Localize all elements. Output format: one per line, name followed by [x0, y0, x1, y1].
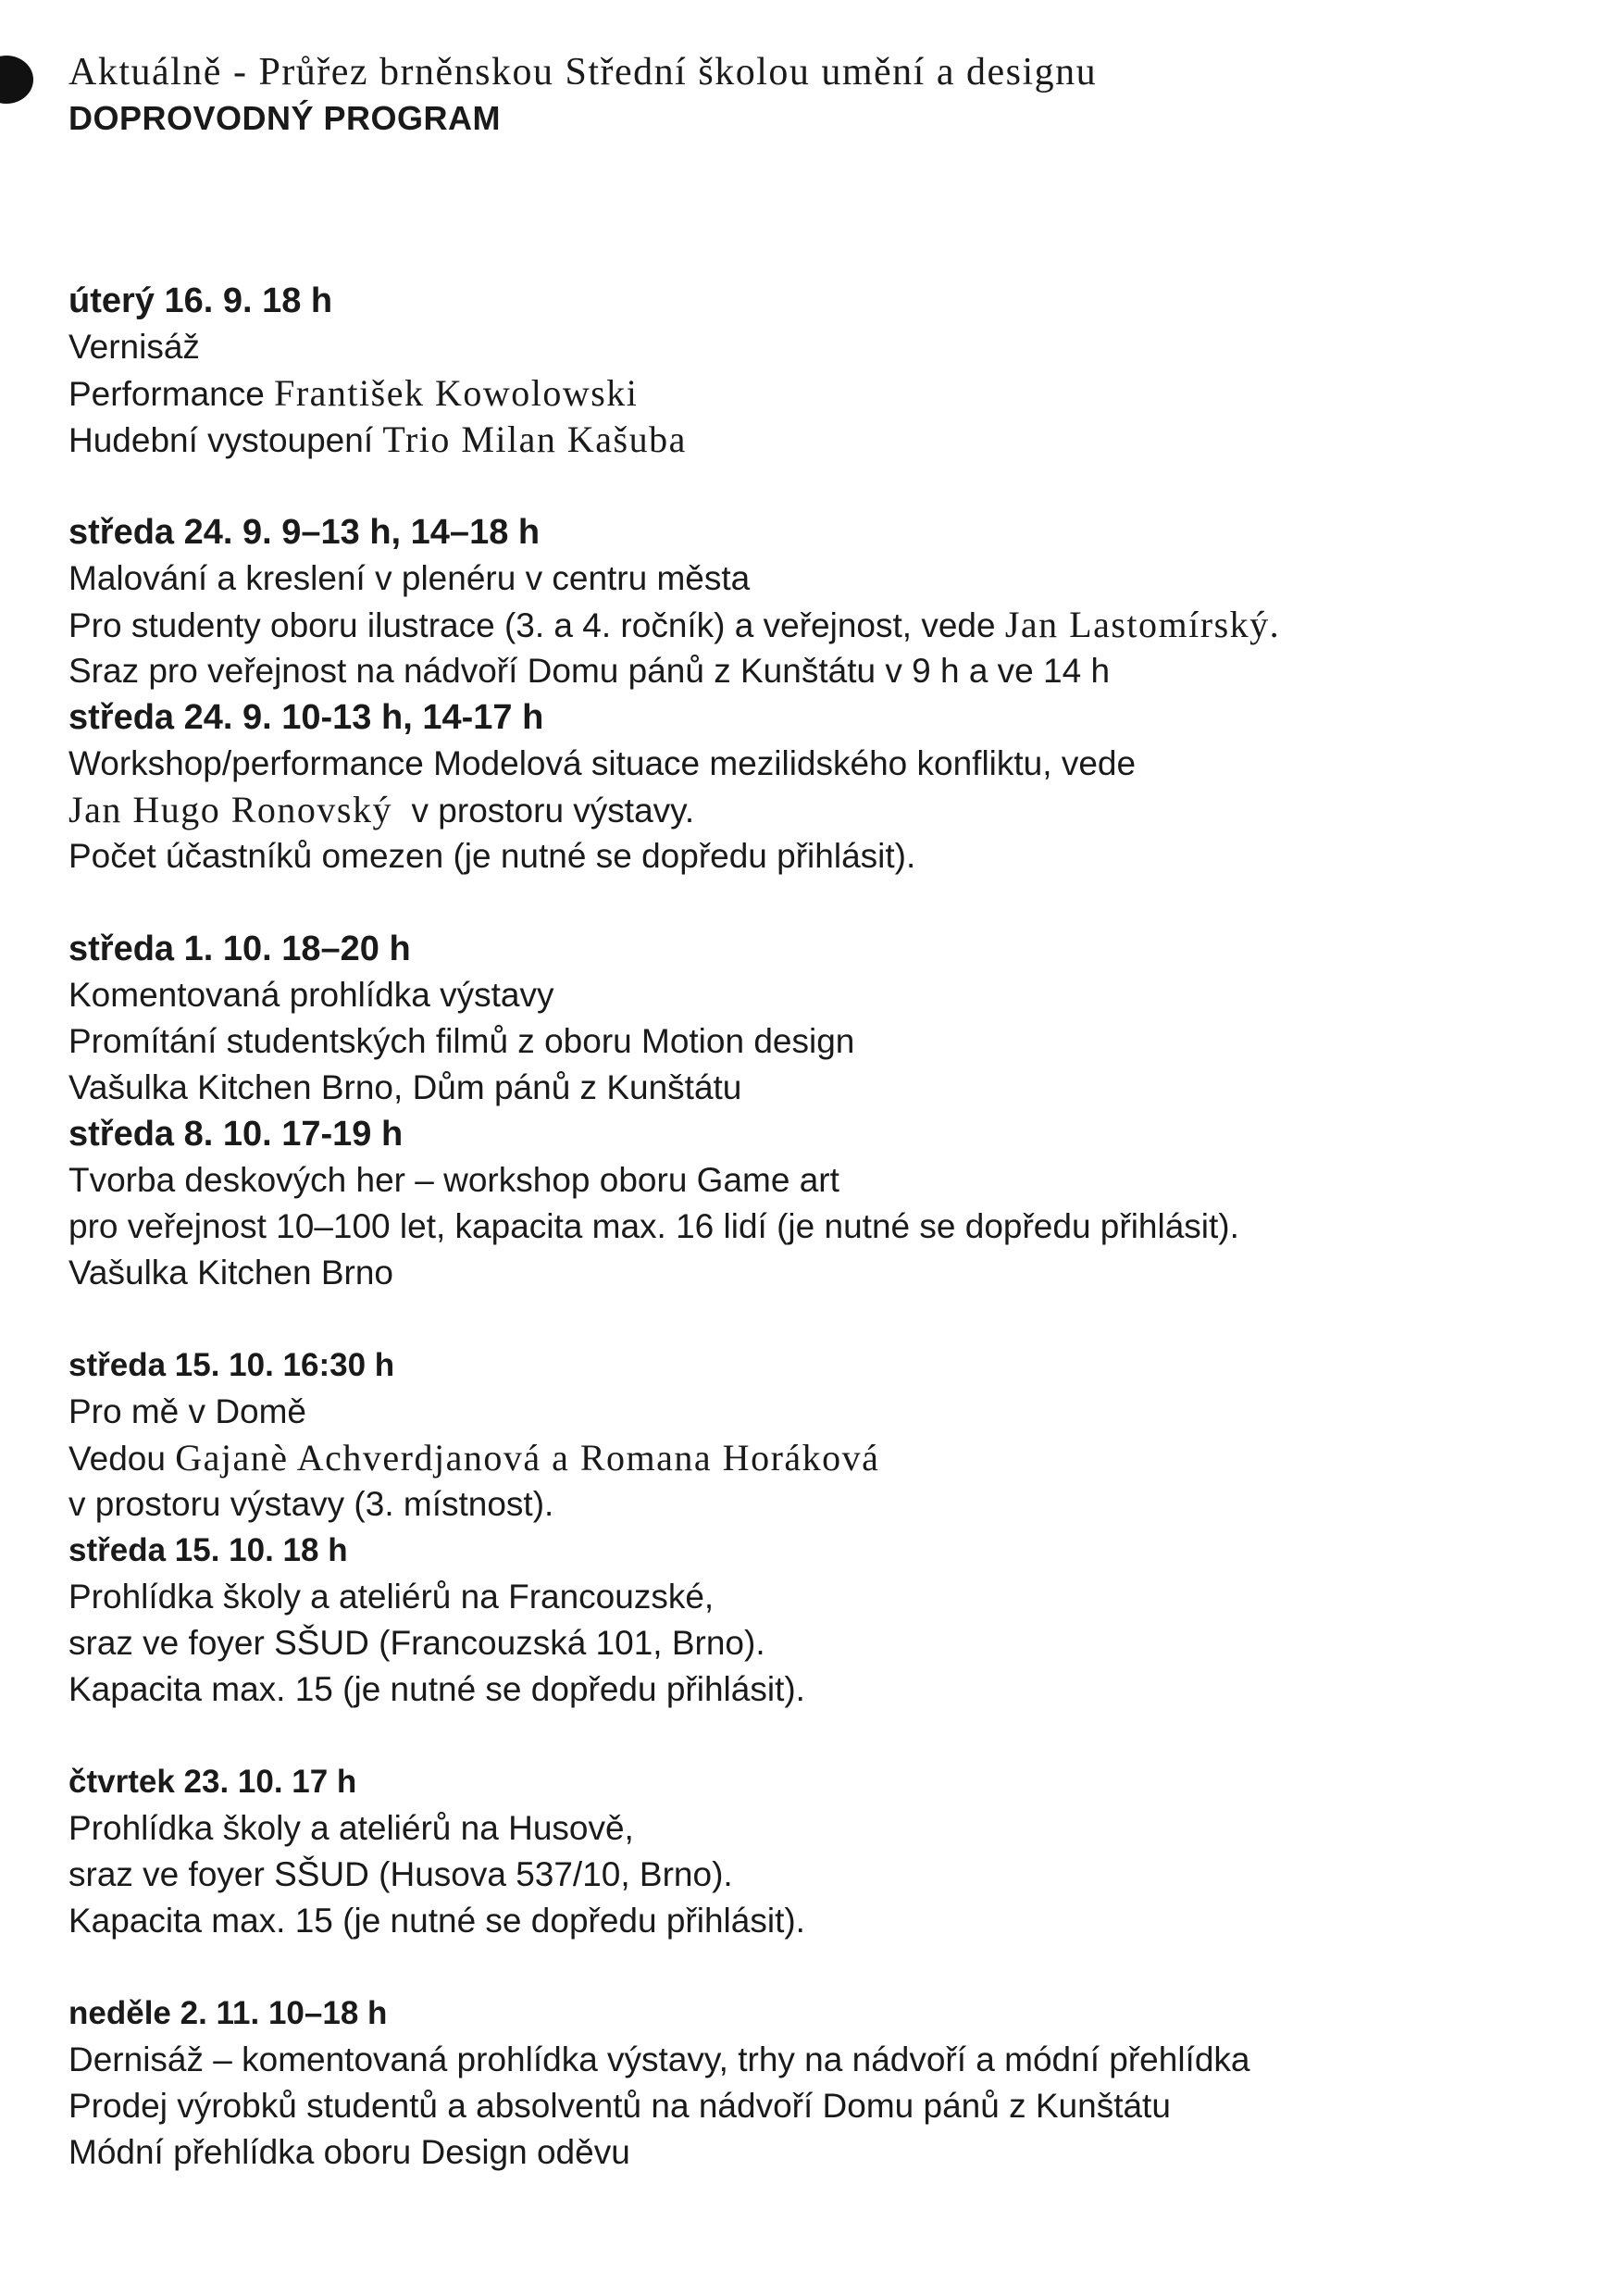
event-line: Sraz pro veřejnost na nádvoří Domu pánů z Kunštátu v 9 h a ve 14 h [68, 652, 1111, 690]
event-line: Kapacita max. 15 (je nutné se dopředu přihlásit). [68, 1670, 805, 1708]
event-line: v prostoru výstavy (3. místnost). [68, 1485, 554, 1523]
program-event [68, 278, 1568, 463]
decorative-edge-mark [0, 56, 33, 104]
event-date: středa 24. 9. 9–13 h, 14–18 h [68, 513, 541, 552]
event-date: úterý 16. 9. 18 h [68, 281, 333, 320]
person-name: Gajanè Achverdjanová a Romana Horáková [175, 1437, 880, 1479]
event-line [68, 787, 1568, 833]
document-title: Aktuálně - Průřez brněnskou Střední školou umění a designu [68, 51, 1098, 94]
person-name: František Kowolowski [274, 372, 639, 414]
event-line: Kapacita max. 15 (je nutné se dopředu přihlásit). [68, 1902, 805, 1940]
event-date: čtvrtek 23. 10. 17 h [68, 1764, 357, 1800]
event-line: Prohlídka školy a ateliérů na Francouzské, [68, 1578, 715, 1616]
event-line-text: v prostoru výstavy. [392, 792, 695, 830]
event-line: Dernisáž – komentovaná prohlídka výstavy, trhy na nádvoří a módní přehlídka [68, 2040, 1250, 2078]
event-line: Pro mě v Domě [68, 1392, 307, 1430]
event-line-text: Pro studenty oboru ilustrace (3. a 4. ročník) a veřejnost, vede [68, 606, 1005, 644]
page-header [68, 46, 1097, 139]
event-date: středa 15. 10. 18 h [68, 1532, 348, 1568]
event-line: Vašulka Kitchen Brno [68, 1254, 394, 1292]
person-name: Jan Hugo Ronovský [68, 789, 392, 830]
event-date: středa 8. 10. 17-19 h [68, 1115, 404, 1154]
program-event [68, 509, 1568, 694]
event-line-text: Vedou [68, 1440, 176, 1478]
event-line-text: Performance [68, 375, 275, 413]
event-line: pro veřejnost 10–100 let, kapacita max. 16 lidí (je nutné se dopředu přihlásit). [68, 1207, 1239, 1245]
event-line-text: Hudební vystoupení [68, 421, 383, 459]
program-event [68, 1528, 1568, 1713]
event-date: středa 15. 10. 16:30 h [68, 1347, 395, 1383]
program-event [68, 1111, 1568, 1296]
program-event [68, 926, 1568, 1111]
person-name: Trio Milan Kašuba [382, 418, 687, 460]
event-line: Workshop/performance Modelová situace mezilidského konfliktu, vede [68, 744, 1137, 782]
event-line [68, 417, 1568, 463]
event-line: Tvorba deskových her – workshop oboru Game art [68, 1161, 839, 1199]
event-date: středa 24. 9. 10-13 h, 14-17 h [68, 698, 544, 737]
event-line: Prohlídka školy a ateliérů na Husově, [68, 1809, 634, 1847]
program-event [68, 1759, 1568, 1944]
event-line: Prodej výrobků studentů a absolventů na nádvoří Domu pánů z Kunštátu [68, 2087, 1171, 2125]
event-line: sraz ve foyer SŠUD (Husova 537/10, Brno). [68, 1855, 733, 1893]
event-line: Módní přehlídka oboru Design oděvu [68, 2133, 630, 2171]
event-line [68, 602, 1568, 648]
event-line: Vernisáž [68, 328, 200, 366]
program-event [68, 694, 1568, 880]
event-line [68, 370, 1568, 417]
event-line: Vašulka Kitchen Brno, Dům pánů z Kunštátu [68, 1068, 742, 1106]
event-line: Počet účastníků omezen (je nutné se dopředu přihlásit). [68, 837, 916, 875]
program-list [68, 278, 1568, 2176]
event-line: sraz ve foyer SŠUD (Francouzská 101, Brno). [68, 1624, 765, 1662]
event-date: středa 1. 10. 18–20 h [68, 930, 411, 968]
event-line: Promítání studentských filmů z oboru Motion design [68, 1022, 855, 1060]
document-subtitle: DOPROVODNÝ PROGRAM [68, 99, 502, 137]
program-event [68, 1990, 1568, 2176]
event-line: Komentovaná prohlídka výstavy [68, 976, 554, 1014]
program-event [68, 1342, 1568, 1528]
event-line [68, 1435, 1568, 1481]
person-name: Jan Lastomírský. [1004, 604, 1281, 645]
event-date: neděle 2. 11. 10–18 h [68, 1995, 388, 2031]
event-line: Malování a kreslení v plenéru v centru města [68, 559, 751, 597]
